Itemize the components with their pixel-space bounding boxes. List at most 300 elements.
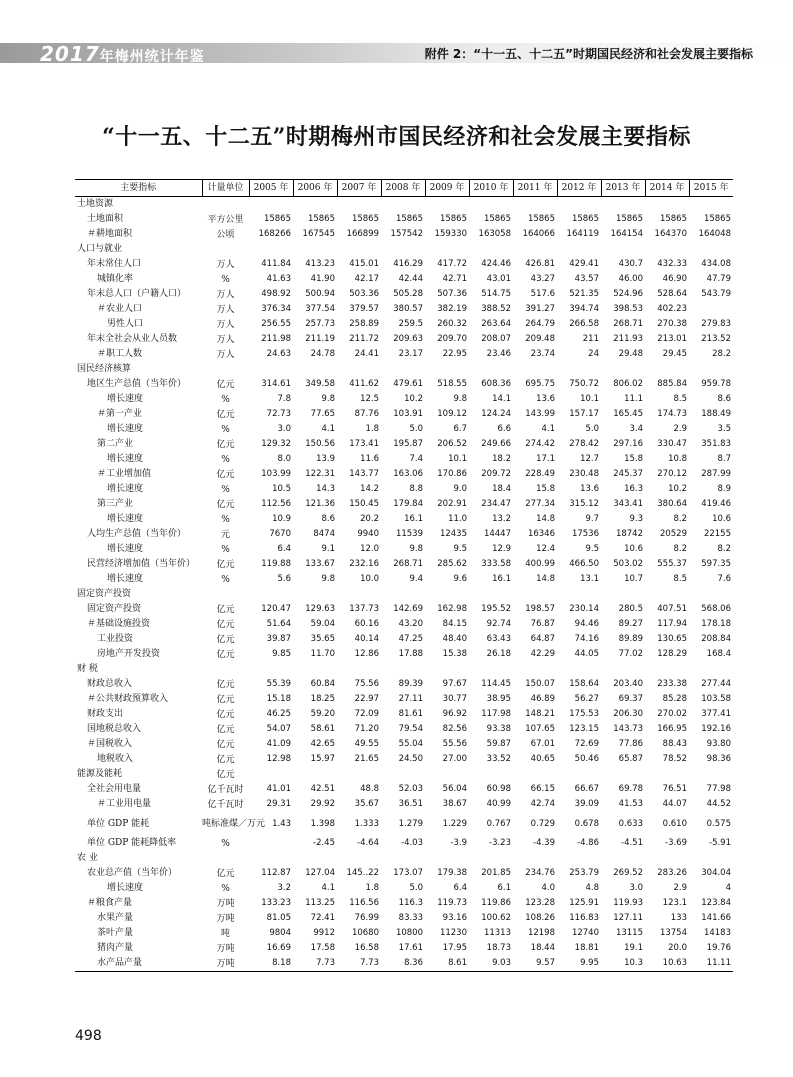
value-cell: 49.55 <box>354 739 379 749</box>
value-cell: 5.6 <box>277 574 291 584</box>
indicator-name: ＃基础设施投资 <box>87 619 151 629</box>
value-cell: 19.76 <box>706 943 731 953</box>
table-row <box>75 767 733 782</box>
table-row <box>75 467 733 482</box>
value-cell: 11.6 <box>360 454 379 464</box>
value-cell: 11539 <box>395 529 423 539</box>
value-cell: 157.17 <box>569 409 599 419</box>
value-cell: 60.16 <box>354 619 379 629</box>
value-cell <box>469 362 513 377</box>
value-cell: 9940 <box>357 529 379 539</box>
value-cell: 27.00 <box>442 754 467 764</box>
value-cell: 11.11 <box>689 956 733 972</box>
value-cell: 10.63 <box>645 956 689 972</box>
unit-cell: 亿千瓦时 <box>207 784 244 795</box>
value-cell: 10.1 <box>580 394 599 404</box>
value-cell: 528.64 <box>657 289 687 299</box>
value-cell: 14.2 <box>360 484 379 494</box>
table-row <box>75 497 733 512</box>
value-cell: 208.84 <box>701 634 731 644</box>
value-cell: 164066 <box>522 229 555 239</box>
value-cell: 123.28 <box>525 898 555 908</box>
value-cell: 69.37 <box>618 694 643 704</box>
value-cell: 12198 <box>527 928 555 938</box>
value-cell: 314.61 <box>261 379 291 389</box>
value-cell: 885.84 <box>657 379 687 389</box>
value-cell: 398.53 <box>613 304 643 314</box>
value-cell: 141.66 <box>701 913 731 923</box>
value-cell <box>513 851 557 866</box>
value-cell <box>337 767 381 782</box>
table-header-row <box>75 180 733 197</box>
value-cell <box>249 662 293 677</box>
value-cell: 15.97 <box>310 754 335 764</box>
value-cell: 270.38 <box>657 319 687 329</box>
value-cell: 4.0 <box>541 883 555 893</box>
value-cell <box>645 662 689 677</box>
unit-cell: 万人 <box>216 334 235 345</box>
value-cell: 36.51 <box>398 799 423 809</box>
value-cell <box>689 362 733 377</box>
unit-cell: 亿元 <box>216 769 235 780</box>
value-cell: 133.67 <box>305 559 335 569</box>
value-cell <box>249 767 293 782</box>
indicator-name: 单位 GDP 能耗 <box>87 818 150 829</box>
value-cell: 13.2 <box>492 514 511 524</box>
value-cell <box>249 242 293 257</box>
value-cell <box>513 242 557 257</box>
value-cell: 145..22 <box>346 868 379 878</box>
value-cell <box>381 851 425 866</box>
value-cell: -4.86 <box>577 838 599 848</box>
indicator-table <box>75 179 733 972</box>
value-cell: 211.72 <box>349 334 379 344</box>
value-cell: 88.43 <box>662 739 687 749</box>
value-cell: 260.32 <box>437 319 467 329</box>
value-cell: 6.4 <box>277 544 291 554</box>
value-cell: 9.5 <box>585 544 599 554</box>
indicator-name: 固定资产投资 <box>77 589 132 599</box>
value-cell: 77.65 <box>310 409 335 419</box>
col-header-indicator: 主要指标 <box>75 180 202 197</box>
value-cell: 41.01 <box>266 784 291 794</box>
value-cell: 123.84 <box>701 898 731 908</box>
indicator-name: 水果产量 <box>97 913 134 923</box>
unit-cell <box>202 662 249 677</box>
table-row <box>75 527 733 542</box>
value-cell: 116.83 <box>569 913 599 923</box>
table-row <box>75 482 733 497</box>
value-cell: 150.56 <box>305 439 335 449</box>
value-cell: 166899 <box>346 229 379 239</box>
unit-cell: 亿元 <box>216 559 235 570</box>
value-cell: 84.15 <box>442 619 467 629</box>
value-cell: 277.44 <box>701 679 731 689</box>
table-row <box>75 692 733 707</box>
value-cell: 3.0 <box>277 424 291 434</box>
value-cell: 14.8 <box>536 574 555 584</box>
value-cell: 416.29 <box>393 259 423 269</box>
value-cell: 15.38 <box>442 649 467 659</box>
value-cell <box>645 362 689 377</box>
indicator-name: 固定资产投资 <box>87 604 142 614</box>
value-cell <box>293 362 337 377</box>
value-cell: 157542 <box>390 229 423 239</box>
value-cell: 40.99 <box>486 799 511 809</box>
value-cell: 93.80 <box>706 739 731 749</box>
value-cell: 263.64 <box>481 319 511 329</box>
col-header-year: 2006 年 <box>293 180 337 197</box>
value-cell: 15865 <box>351 214 379 224</box>
table-row <box>75 332 733 347</box>
value-cell: 150.45 <box>349 499 379 509</box>
value-cell: 5.0 <box>409 883 423 893</box>
value-cell: 120.47 <box>261 604 291 614</box>
value-cell: 518.55 <box>437 379 467 389</box>
table-row <box>75 557 733 572</box>
indicator-name: 年末总人口（户籍人口） <box>87 289 187 299</box>
table-row <box>75 926 733 941</box>
value-cell: 128.29 <box>657 649 687 659</box>
indicator-name: 第二产业 <box>97 439 134 449</box>
value-cell: 15865 <box>571 214 599 224</box>
value-cell: 127.04 <box>305 868 335 878</box>
value-cell: 150.07 <box>525 679 555 689</box>
value-cell: 173.41 <box>349 439 379 449</box>
unit-cell: 亿元 <box>216 469 235 480</box>
value-cell: -4.64 <box>357 838 379 848</box>
value-cell: 304.04 <box>701 868 731 878</box>
value-cell: 277.34 <box>525 499 555 509</box>
value-cell: 47.25 <box>398 634 423 644</box>
value-cell: 13.1 <box>580 574 599 584</box>
value-cell: 33.52 <box>486 754 511 764</box>
value-cell: 158.64 <box>569 679 599 689</box>
indicator-name: 城镇化率 <box>97 274 134 284</box>
unit-cell: % <box>221 454 230 465</box>
value-cell: 24 <box>588 349 599 359</box>
page-number: 498 <box>75 1028 102 1044</box>
yearbook-title <box>40 42 205 66</box>
table-row <box>75 452 733 467</box>
value-cell: 7670 <box>269 529 291 539</box>
value-cell: 55.04 <box>398 739 423 749</box>
value-cell: 142.69 <box>393 604 423 614</box>
value-cell <box>293 587 337 602</box>
value-cell: 55.39 <box>266 679 291 689</box>
value-cell: -4.51 <box>621 838 643 848</box>
unit-cell: % <box>221 274 230 285</box>
value-cell: 3.2 <box>277 883 291 893</box>
value-cell: 524.96 <box>613 289 643 299</box>
col-header-year: 2009 年 <box>425 180 469 197</box>
value-cell: 430.7 <box>618 259 643 269</box>
value-cell: 503.36 <box>349 289 379 299</box>
value-cell: 20529 <box>659 529 687 539</box>
value-cell: 6.1 <box>497 883 511 893</box>
value-cell: 12740 <box>571 928 599 938</box>
indicator-name: 土地资源 <box>77 199 114 209</box>
unit-cell <box>202 197 249 213</box>
indicator-name: 财政总收入 <box>87 679 133 689</box>
value-cell: 5.0 <box>585 424 599 434</box>
value-cell: 419.46 <box>701 499 731 509</box>
value-cell: 9.1 <box>321 544 335 554</box>
unit-cell: 公顷 <box>216 229 235 240</box>
value-cell <box>513 197 557 213</box>
table-row <box>75 242 733 257</box>
value-cell: 597.35 <box>701 559 731 569</box>
value-cell: 233.38 <box>657 679 687 689</box>
value-cell: 103.91 <box>393 409 423 419</box>
value-cell: -4.39 <box>533 838 555 848</box>
value-cell: 259.5 <box>398 319 423 329</box>
table-row <box>75 662 733 677</box>
value-cell <box>425 662 469 677</box>
value-cell: 10.0 <box>360 574 379 584</box>
value-cell: 1.229 <box>442 818 467 829</box>
value-cell: 256.55 <box>261 319 291 329</box>
table-row <box>75 437 733 452</box>
unit-cell: 亿元 <box>216 439 235 450</box>
value-cell: 170.86 <box>437 469 467 479</box>
value-cell: 42.74 <box>530 799 555 809</box>
value-cell: 3.5 <box>717 424 731 434</box>
value-cell: 30.77 <box>442 694 467 704</box>
value-cell <box>689 851 733 866</box>
value-cell <box>689 767 733 782</box>
value-cell: 608.36 <box>481 379 511 389</box>
value-cell: 0.678 <box>574 818 599 829</box>
value-cell <box>293 197 337 213</box>
value-cell: 280.5 <box>618 604 643 614</box>
table-row <box>75 797 733 812</box>
value-cell: 209.70 <box>437 334 467 344</box>
table-row <box>75 377 733 392</box>
table-row <box>75 407 733 422</box>
unit-cell: 万吨 <box>216 943 235 954</box>
value-cell: 18742 <box>615 529 643 539</box>
value-cell: 12.5 <box>360 394 379 404</box>
value-cell: 11230 <box>439 928 467 938</box>
value-cell: 168266 <box>258 229 291 239</box>
value-cell: 17.88 <box>398 649 423 659</box>
unit-cell: 亿千瓦时 <box>207 799 244 810</box>
value-cell: 59.20 <box>310 709 335 719</box>
value-cell: 16.1 <box>492 574 511 584</box>
indicator-name: 人均生产总值（当年价） <box>87 529 187 539</box>
value-cell: 24.63 <box>266 349 291 359</box>
value-cell: 269.52 <box>613 868 643 878</box>
value-cell <box>645 851 689 866</box>
value-cell: 13.6 <box>536 394 555 404</box>
indicator-name: 财 税 <box>77 664 98 674</box>
unit-cell: 亿元 <box>216 694 235 705</box>
value-cell: 10.3 <box>601 956 645 972</box>
value-cell: 411.84 <box>261 259 291 269</box>
value-cell: 10.9 <box>272 514 291 524</box>
value-cell: 4.8 <box>585 883 599 893</box>
value-cell <box>381 242 425 257</box>
indicator-name: 财政支出 <box>87 709 124 719</box>
table-row <box>75 737 733 752</box>
table-row <box>75 812 733 836</box>
value-cell: 10.2 <box>668 484 687 494</box>
table-row <box>75 572 733 587</box>
yearbook-name: 年梅州统计年鉴 <box>99 49 205 65</box>
value-cell: 129.63 <box>305 604 335 614</box>
value-cell: 163.06 <box>393 469 423 479</box>
value-cell: 11313 <box>483 928 511 938</box>
indicator-name: 农 业 <box>77 853 98 863</box>
value-cell <box>601 587 645 602</box>
value-cell: 89.89 <box>618 634 643 644</box>
value-cell: 270.02 <box>657 709 687 719</box>
value-cell: 42.17 <box>354 274 379 284</box>
value-cell: 69.78 <box>618 784 643 794</box>
value-cell <box>425 851 469 866</box>
value-cell: 67.01 <box>530 739 555 749</box>
yearbook-year: 2017 <box>40 42 100 66</box>
table-row <box>75 617 733 632</box>
value-cell <box>249 362 293 377</box>
value-cell: 9912 <box>313 928 335 938</box>
value-cell: 202.91 <box>437 499 467 509</box>
unit-cell: 吨 <box>220 928 230 939</box>
value-cell: 179.38 <box>437 868 467 878</box>
value-cell: 16.69 <box>266 943 291 953</box>
unit-cell: % <box>221 883 230 894</box>
value-cell: 164119 <box>566 229 599 239</box>
value-cell: 129.32 <box>261 439 291 449</box>
value-cell <box>645 767 689 782</box>
value-cell: 107.65 <box>525 724 555 734</box>
value-cell: 44.07 <box>662 799 687 809</box>
value-cell: -3.9 <box>450 838 467 848</box>
value-cell <box>469 662 513 677</box>
table-row <box>75 677 733 692</box>
value-cell: 20.0 <box>668 943 687 953</box>
value-cell: 10.6 <box>712 514 731 524</box>
unit-cell: 亿元 <box>216 868 235 879</box>
value-cell: 103.58 <box>701 694 731 704</box>
value-cell: 117.98 <box>481 709 511 719</box>
value-cell: 42.65 <box>310 739 335 749</box>
value-cell: 270.12 <box>657 469 687 479</box>
value-cell <box>601 242 645 257</box>
value-cell <box>645 242 689 257</box>
value-cell: 9.6 <box>453 574 467 584</box>
value-cell: 20.2 <box>360 514 379 524</box>
col-header-year: 2011 年 <box>513 180 557 197</box>
value-cell <box>425 362 469 377</box>
value-cell: 24.78 <box>310 349 335 359</box>
value-cell <box>337 242 381 257</box>
unit-cell: % <box>221 838 230 849</box>
value-cell: 98.36 <box>706 754 731 764</box>
value-cell: 12.7 <box>580 454 599 464</box>
value-cell: 56.27 <box>574 694 599 704</box>
value-cell: 380.57 <box>393 304 423 314</box>
value-cell: 9.8 <box>321 574 335 584</box>
value-cell <box>469 587 513 602</box>
value-cell: 7.6 <box>717 574 731 584</box>
indicator-name: ＃公共财政预算收入 <box>87 694 169 704</box>
value-cell: 29.48 <box>618 349 643 359</box>
value-cell: 279.83 <box>701 319 731 329</box>
value-cell: 206.52 <box>437 439 467 449</box>
value-cell <box>425 242 469 257</box>
value-cell: 203.40 <box>613 679 643 689</box>
indicator-name: 年末常住人口 <box>87 259 142 269</box>
value-cell: 12.9 <box>492 544 511 554</box>
value-cell <box>645 197 689 213</box>
value-cell: 9.95 <box>557 956 601 972</box>
value-cell: 64.87 <box>530 634 555 644</box>
value-cell: 9.03 <box>469 956 513 972</box>
value-cell: 15865 <box>395 214 423 224</box>
value-cell: 498.92 <box>261 289 291 299</box>
value-cell: 14.8 <box>536 514 555 524</box>
indicator-name: ＃国税收入 <box>87 739 133 749</box>
value-cell: 315.12 <box>569 499 599 509</box>
value-cell: 333.58 <box>481 559 511 569</box>
value-cell <box>381 362 425 377</box>
value-cell: 388.52 <box>481 304 511 314</box>
value-cell: 44.52 <box>706 799 731 809</box>
value-cell <box>425 767 469 782</box>
value-cell: 268.71 <box>613 319 643 329</box>
value-cell: 130.65 <box>657 634 687 644</box>
value-cell: 39.09 <box>574 799 599 809</box>
value-cell: 92.74 <box>486 619 511 629</box>
value-cell: 43.57 <box>574 274 599 284</box>
indicator-name: 增长速度 <box>107 424 144 434</box>
value-cell: 12.98 <box>266 754 291 764</box>
value-cell: 29.45 <box>662 349 687 359</box>
value-cell: 21.65 <box>354 754 379 764</box>
table-row <box>75 227 733 242</box>
value-cell: 198.57 <box>525 604 555 614</box>
page-title: “十一五、十二五”时期梅州市国民经济和社会发展主要指标 <box>102 124 691 150</box>
table-row <box>75 956 733 972</box>
unit-cell: % <box>221 544 230 555</box>
value-cell: 9.3 <box>629 514 643 524</box>
value-cell: 8.61 <box>425 956 469 972</box>
value-cell: 426.81 <box>525 259 555 269</box>
value-cell: 72.73 <box>266 409 291 419</box>
value-cell <box>381 197 425 213</box>
value-cell <box>249 587 293 602</box>
indicator-name: 工业投资 <box>97 634 134 644</box>
value-cell: 13.9 <box>316 454 335 464</box>
indicator-name: 年末全社会从业人员数 <box>87 334 178 344</box>
value-cell: 9.5 <box>453 544 467 554</box>
unit-cell: 亿元 <box>216 619 235 630</box>
value-cell <box>337 587 381 602</box>
indicator-name: 男性人口 <box>107 319 144 329</box>
table-row <box>75 851 733 866</box>
indicator-name: 增长速度 <box>107 544 144 554</box>
value-cell: 6.6 <box>497 424 511 434</box>
value-cell: 164048 <box>698 229 731 239</box>
table-row <box>75 347 733 362</box>
value-cell: 343.41 <box>613 499 643 509</box>
value-cell: 1.333 <box>354 818 379 829</box>
value-cell: 178.18 <box>701 619 731 629</box>
value-cell: 35.67 <box>354 799 379 809</box>
value-cell: 9.0 <box>453 484 467 494</box>
